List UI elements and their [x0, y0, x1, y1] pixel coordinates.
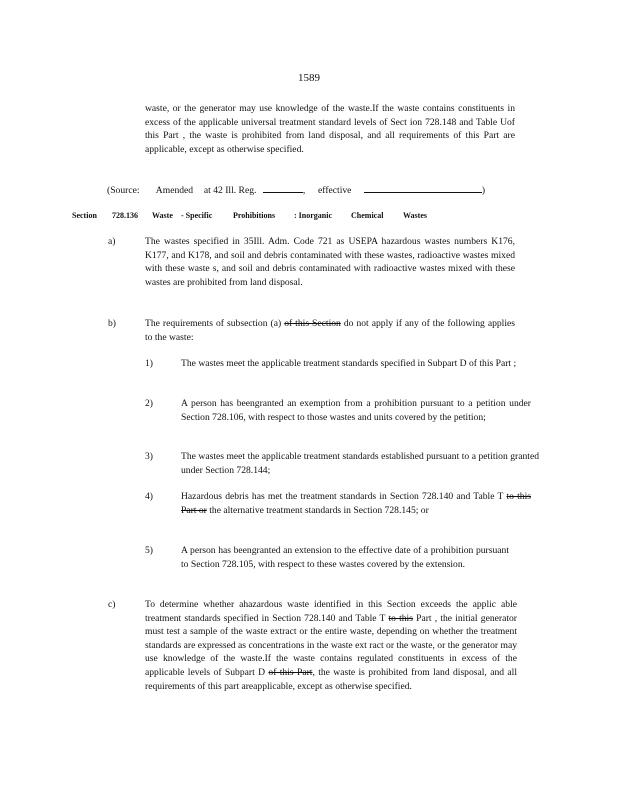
subsection-a-text: The wastes specified in 35Ill. Adm. Code 721 as USEPA hazardous wastes numbers K176, K177, and K178, and soil and debris contaminated with these wastes, radioactive wastes mixed with these waste s, and soil and debris contaminated with radioactive wastes mixed with these wastes are prohibited from land disposal.	[145, 236, 515, 288]
item-text: The wastes meet the applicable treatment standards established pursuant to a petition granted under Section 728.144;	[181, 451, 539, 476]
subsection-b-label: b)	[108, 318, 116, 329]
subsection-a-label: a)	[108, 236, 116, 247]
item-label: 1)	[145, 358, 153, 369]
item-label: 3)	[145, 451, 153, 462]
section-title-word: Waste	[152, 211, 173, 220]
section-title-word: Wastes	[403, 211, 427, 220]
source-note	[107, 183, 485, 196]
item-text: A person has beengranted an exemption from a prohibition pursuant to a petition under Section 728.106, with respect to those wastes and units covered by the petition;	[181, 398, 531, 423]
source-effective: effective	[318, 185, 352, 196]
source-label: (Source:	[107, 185, 140, 196]
struck-text: to this	[388, 612, 413, 624]
effective-blank	[364, 183, 482, 193]
page-number: 1589	[298, 72, 320, 84]
section-title-word: Chemical	[351, 211, 384, 220]
section-title-word: - Specific	[181, 211, 213, 220]
item-label: 5)	[145, 545, 153, 556]
intro-paragraph: waste, or the generator may use knowledge of the waste.If the waste contains constituents in excess of the applicable universal treatment standard levels of Sect ion 728.148 and Table Uof this Part , the waste is prohibited from land disposal, and all requirements of this Part are applicable, except as otherwise specified.	[145, 103, 515, 155]
item-label: 2)	[145, 398, 153, 409]
item-text: A person has beengranted an extension to the effective date of a prohibition pursuant to Section 728.105, with respect to these wastes covered by the extension.	[181, 545, 509, 570]
section-label: Section	[72, 211, 97, 220]
register-blank	[263, 183, 303, 193]
struck-text: to this Part or	[181, 491, 531, 516]
section-number: 728.136	[112, 211, 138, 220]
section-title-word: Prohibitions	[233, 211, 276, 220]
section-title-word: : Inorganic	[294, 211, 332, 220]
item-text: Hazardous debris has met the treatment standards in Section 728.140 and Table T to this Part or the alternative treatment standards in Section 728.145; or	[181, 491, 531, 516]
source-register: at 42 Ill. Reg.	[203, 185, 257, 196]
subsection-c-label: c)	[108, 599, 116, 610]
item-label: 4)	[145, 491, 153, 502]
subsection-b-text: The requirements of subsection (a) of this Section do not apply if any of the following applies to the waste:	[145, 318, 515, 343]
source-amended: Amended	[155, 185, 194, 196]
subsection-c-text: To determine whether ahazardous waste identified in this Section exceeds the applic able treatment standards specified in Section 728.140 and Table T to this Part , the initial generator must test a sample of the waste extract or the entire waste, depending on whether the treatment standards are expressed as concentrations in the waste ext ract or the waste, or the generator may use knowledge of the waste.If the waste contains regulated constituents in excess of the applicable levels of Subpart D of this Part, the waste is prohibited from land disposal, and all requirements of this part areapplicable, except as otherwise specified.	[145, 599, 517, 692]
item-text: The wastes meet the applicable treatment standards specified in Subpart D of this Part ;	[181, 358, 517, 369]
source-close: )	[481, 185, 486, 196]
struck-text: of this Section	[284, 318, 341, 329]
struck-text: of this Part	[268, 666, 313, 678]
source-comma: ,	[302, 185, 306, 196]
